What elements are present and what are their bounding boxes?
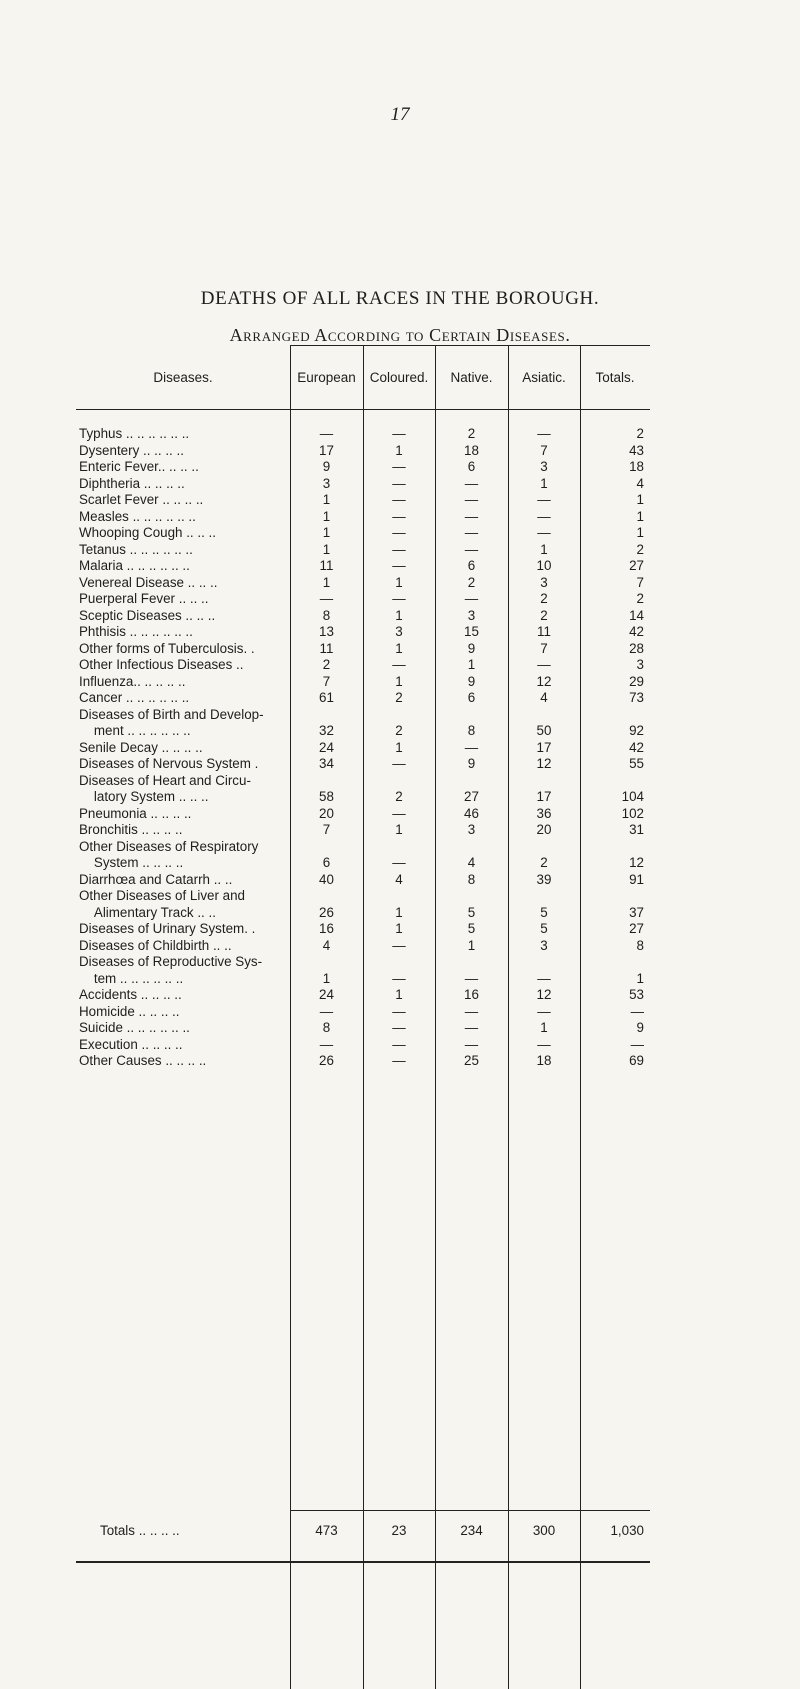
totals-european: 473 — [315, 1523, 338, 1538]
table-row — [76, 509, 650, 526]
cell-native: — — [464, 475, 479, 491]
table-row — [76, 624, 650, 641]
cell-european: 1 — [322, 508, 331, 524]
cell-asiatic: 1 — [540, 541, 548, 557]
page-number: 17 — [390, 104, 410, 125]
header-diseases: Diseases. — [153, 369, 213, 385]
disease-name: Sceptic Diseases .. .. .. — [79, 607, 216, 623]
table-row — [76, 707, 650, 740]
disease-name: Dysentery .. .. .. .. — [79, 442, 184, 458]
disease-name: Tetanus .. .. .. .. .. .. — [79, 541, 193, 557]
cell-european: 8 — [322, 1020, 331, 1035]
disease-name: Other Diseases of Liver and Alimentary Track .. .. — [79, 888, 245, 920]
cell-european: — — [319, 591, 334, 606]
disease-name: Other Infectious Diseases .. — [79, 657, 244, 672]
cell-asiatic: 39 — [536, 871, 552, 887]
cell-native: 3 — [467, 607, 476, 623]
cell-asiatic: 2 — [540, 607, 548, 623]
cell-european: 20 — [319, 805, 334, 821]
cell-total: 3 — [636, 657, 644, 672]
cell-coloured: 1 — [395, 442, 403, 458]
cell-native: 16 — [464, 987, 479, 1002]
table-row — [76, 443, 650, 460]
cell-native: 1 — [467, 657, 476, 672]
cell-total: 27 — [629, 921, 644, 936]
cell-total: 2 — [636, 591, 644, 606]
cell-native: 9 — [467, 756, 476, 771]
cell-coloured: — — [392, 805, 406, 821]
cell-european: 2 — [322, 657, 331, 672]
cell-total: 104 — [621, 789, 644, 804]
cell-total: 2 — [636, 426, 644, 441]
disease-name: Diseases of Heart and Circu- latory System .. .. .. — [79, 772, 251, 804]
cell-asiatic: 20 — [536, 822, 552, 837]
disease-name: Diseases of Nervous System . — [79, 756, 259, 771]
cell-native: 3 — [467, 822, 476, 837]
cell-coloured: — — [392, 558, 406, 573]
cell-coloured: — — [392, 937, 406, 953]
cell-european: — — [319, 426, 334, 441]
cell-total: 73 — [629, 690, 644, 705]
cell-coloured: — — [392, 1003, 406, 1019]
disease-name: Other forms of Tuberculosis. . — [79, 640, 255, 656]
cell-total: 69 — [629, 1053, 644, 1068]
cell-total: 1 — [636, 525, 644, 540]
cell-asiatic: 17 — [536, 739, 552, 755]
cell-european: 7 — [322, 673, 331, 689]
cell-asiatic: 3 — [540, 937, 548, 953]
cell-european: 24 — [319, 739, 334, 755]
header-native: Native. — [450, 369, 493, 385]
cell-european: 26 — [319, 1053, 334, 1068]
cell-total: 55 — [629, 756, 644, 771]
disease-name: Malaria .. .. .. .. .. .. — [79, 558, 190, 573]
cell-total: 12 — [629, 855, 644, 870]
cell-coloured: 1 — [395, 739, 403, 755]
cell-european: 8 — [322, 607, 331, 623]
cell-native: — — [464, 1020, 479, 1035]
table-row — [76, 525, 650, 542]
table-row — [76, 806, 650, 823]
table-row — [76, 674, 650, 691]
cell-european: 13 — [319, 624, 334, 639]
cell-native: 2 — [467, 574, 476, 590]
header-european: European — [297, 369, 356, 385]
table-row — [76, 608, 650, 625]
disease-name: Scarlet Fever .. .. .. .. — [79, 492, 204, 507]
cell-native: 18 — [464, 442, 479, 458]
cell-total: 31 — [629, 822, 644, 837]
disease-name: Cancer .. .. .. .. .. .. — [79, 690, 190, 705]
disease-name: Pneumonia .. .. .. .. — [79, 805, 192, 821]
cell-european: 34 — [319, 756, 334, 771]
cell-coloured: — — [392, 657, 406, 672]
header-totals: Totals. — [595, 369, 635, 385]
cell-coloured: — — [392, 475, 406, 491]
cell-coloured: 2 — [395, 723, 403, 738]
disease-name: Diarrhœa and Catarrh .. .. — [79, 871, 233, 887]
cell-native: 8 — [467, 723, 476, 738]
cell-coloured: — — [392, 459, 406, 474]
table-row — [76, 987, 650, 1004]
table-row — [76, 1037, 650, 1054]
disease-name: Other Causes .. .. .. .. — [79, 1053, 207, 1068]
cell-coloured: — — [392, 1020, 406, 1035]
table-row — [76, 954, 650, 987]
cell-native: 8 — [467, 871, 476, 887]
cell-coloured: 1 — [395, 607, 403, 623]
disease-name: Venereal Disease .. .. .. — [79, 574, 218, 590]
totals-native: 234 — [460, 1523, 483, 1538]
cell-coloured: 1 — [395, 904, 403, 920]
cell-european: 58 — [319, 789, 334, 804]
cell-european: 1 — [322, 541, 331, 557]
cell-european: 17 — [319, 442, 334, 458]
cell-european: 40 — [319, 871, 334, 887]
page-title: DEATHS OF ALL RACES IN THE BOROUGH. — [200, 288, 600, 309]
cell-native: 25 — [464, 1053, 479, 1068]
disease-name: Other Diseases of Respiratory System .. .. .. .. — [79, 838, 259, 870]
table-row — [76, 839, 650, 872]
table-row — [76, 1053, 650, 1070]
cell-native: — — [464, 492, 479, 507]
table-row — [76, 690, 650, 707]
cell-total: 92 — [629, 723, 644, 738]
table-bottom-rule — [76, 1561, 650, 1563]
disease-name: Diseases of Urinary System. . — [79, 921, 256, 936]
table-row — [76, 558, 650, 575]
header-asiatic: Asiatic. — [522, 369, 566, 385]
cell-european: 1 — [322, 492, 331, 507]
cell-total: 43 — [629, 442, 644, 458]
cell-asiatic: — — [537, 1036, 551, 1052]
cell-native: 6 — [467, 558, 476, 573]
cell-native: 27 — [464, 789, 479, 804]
header-coloured: Coloured. — [369, 369, 429, 385]
cell-native: 6 — [467, 459, 476, 474]
table-row — [76, 492, 650, 509]
cell-coloured: — — [392, 1053, 406, 1068]
cell-total: 37 — [629, 904, 644, 920]
cell-asiatic: 5 — [540, 921, 548, 936]
cell-european: 7 — [322, 822, 331, 837]
totals-coloured: 23 — [391, 1523, 407, 1538]
cell-asiatic: — — [537, 525, 551, 540]
cell-coloured: 1 — [395, 921, 403, 936]
cell-asiatic: 3 — [540, 459, 548, 474]
cell-asiatic: — — [537, 970, 551, 986]
cell-total: 14 — [629, 607, 644, 623]
table-row — [76, 476, 650, 493]
table-row — [76, 888, 650, 921]
cell-european: 24 — [319, 987, 334, 1002]
cell-asiatic: 5 — [540, 904, 548, 920]
cell-coloured: — — [392, 970, 406, 986]
cell-native: 2 — [467, 426, 476, 441]
disease-name: Diseases of Birth and Develop- ment .. .. .. .. .. .. — [79, 706, 264, 738]
cell-asiatic: — — [537, 492, 551, 507]
cell-european: 3 — [322, 475, 331, 491]
cell-asiatic: 50 — [536, 723, 552, 738]
cell-total: 1 — [636, 508, 644, 524]
disease-name: Diseases of Childbirth .. .. — [79, 937, 232, 953]
table-row — [76, 1020, 650, 1037]
cell-asiatic: 3 — [540, 574, 548, 590]
cell-total: 7 — [636, 574, 644, 590]
disease-name: Accidents .. .. .. .. — [79, 987, 182, 1002]
cell-european: 16 — [319, 921, 334, 936]
cell-native: — — [464, 1003, 479, 1019]
cell-total: 42 — [629, 624, 644, 639]
cell-native: — — [464, 739, 479, 755]
disease-name: Influenza.. .. .. .. .. — [79, 673, 186, 689]
table-row — [76, 773, 650, 806]
table-row — [76, 872, 650, 889]
cell-european: 11 — [319, 558, 334, 573]
table-header — [76, 345, 650, 409]
totals-label: Totals .. .. .. .. — [100, 1523, 180, 1538]
disease-name: Measles .. .. .. .. .. .. — [79, 508, 196, 524]
table-row — [76, 822, 650, 839]
disease-name: Suicide .. .. .. .. .. .. — [79, 1020, 190, 1035]
cell-native: — — [464, 591, 479, 606]
cell-total: 29 — [629, 673, 644, 689]
cell-coloured: 1 — [395, 822, 403, 837]
disease-name: Bronchitis .. .. .. .. — [79, 822, 183, 837]
cell-asiatic: 12 — [536, 673, 552, 689]
cell-asiatic: 12 — [536, 987, 552, 1002]
table-row — [76, 426, 650, 443]
cell-native: 5 — [467, 921, 476, 936]
cell-asiatic: 11 — [537, 624, 551, 639]
page-subtitle: Arranged According to Certain Diseases. — [229, 325, 571, 345]
disease-name: Execution .. .. .. .. — [79, 1036, 183, 1052]
cell-coloured: 2 — [395, 789, 403, 804]
cell-asiatic: 10 — [536, 558, 552, 573]
cell-european: 1 — [322, 574, 331, 590]
cell-european: 6 — [322, 855, 331, 870]
table-row — [76, 1004, 650, 1021]
cell-asiatic: 1 — [540, 475, 548, 491]
cell-european: 32 — [319, 723, 334, 738]
cell-asiatic: — — [537, 426, 551, 441]
cell-coloured: 3 — [395, 624, 403, 639]
table-row — [76, 591, 650, 608]
cell-asiatic: 2 — [540, 591, 548, 606]
cell-coloured: — — [392, 591, 406, 606]
cell-total: — — [630, 1036, 644, 1052]
cell-european: 26 — [319, 904, 334, 920]
table-row — [76, 657, 650, 674]
cell-asiatic: 17 — [536, 789, 552, 804]
disease-name: Whooping Cough .. .. .. — [79, 525, 216, 540]
cell-asiatic: 2 — [540, 855, 548, 870]
cell-native: 15 — [464, 624, 479, 639]
cell-native: 9 — [467, 640, 476, 656]
cell-total: 27 — [629, 558, 644, 573]
cell-native: 9 — [467, 673, 476, 689]
cell-native: 5 — [467, 904, 476, 920]
table-row — [76, 459, 650, 476]
cell-european: — — [319, 1036, 334, 1052]
cell-asiatic: 4 — [540, 690, 548, 705]
cell-total: 4 — [636, 475, 644, 491]
disease-name: Typhus .. .. .. .. .. .. — [79, 426, 190, 441]
cell-european: 1 — [322, 525, 331, 540]
cell-european: 1 — [322, 970, 331, 986]
disease-name: Puerperal Fever .. .. .. — [79, 591, 209, 606]
cell-coloured: — — [392, 756, 406, 771]
cell-native: — — [464, 525, 479, 540]
cell-asiatic: 1 — [540, 1020, 548, 1035]
cell-asiatic: 7 — [540, 640, 548, 656]
totals-total: 1,030 — [610, 1523, 644, 1538]
cell-native: — — [464, 508, 479, 524]
cell-coloured: 4 — [395, 871, 403, 887]
totals-top-rule — [290, 1510, 650, 1511]
table-row — [76, 641, 650, 658]
cell-native: 1 — [467, 937, 476, 953]
table-row — [76, 938, 650, 955]
cell-european: 61 — [319, 690, 334, 705]
cell-coloured: — — [392, 541, 406, 557]
cell-total: 8 — [636, 937, 644, 953]
cell-coloured: — — [392, 1036, 406, 1052]
deaths-table — [76, 345, 650, 1591]
cell-coloured: 1 — [395, 574, 403, 590]
cell-asiatic: 18 — [536, 1053, 552, 1068]
cell-native: 4 — [467, 855, 476, 870]
table-row — [76, 921, 650, 938]
cell-coloured: — — [392, 426, 406, 441]
cell-european: 11 — [319, 640, 334, 656]
cell-total: 42 — [629, 739, 644, 755]
disease-name: Homicide .. .. .. .. — [79, 1003, 180, 1019]
cell-european: 9 — [322, 459, 331, 474]
cell-coloured: 1 — [395, 673, 403, 689]
disease-name: Phthisis .. .. .. .. .. .. — [79, 624, 193, 639]
disease-name: Diphtheria .. .. .. .. — [79, 475, 185, 491]
cell-coloured: — — [392, 508, 406, 524]
cell-european: — — [319, 1003, 334, 1019]
cell-native: — — [464, 970, 479, 986]
cell-total: 18 — [629, 459, 644, 474]
cell-total: 2 — [636, 541, 644, 557]
cell-total: 1 — [636, 492, 644, 507]
cell-coloured: — — [392, 855, 406, 870]
cell-coloured: 2 — [395, 690, 403, 705]
cell-asiatic: — — [537, 657, 551, 672]
table-row — [76, 542, 650, 559]
cell-total: 91 — [629, 871, 644, 887]
cell-total: 9 — [636, 1020, 644, 1035]
cell-native: 46 — [464, 805, 479, 821]
cell-native: 6 — [467, 690, 476, 705]
cell-total: 28 — [629, 640, 644, 656]
totals-asiatic: 300 — [532, 1523, 556, 1538]
cell-coloured: — — [392, 492, 406, 507]
cell-native: — — [464, 1036, 479, 1052]
cell-european: 4 — [322, 937, 331, 953]
cell-asiatic: — — [537, 1003, 551, 1019]
disease-name: Senile Decay .. .. .. .. — [79, 739, 203, 755]
cell-total: 1 — [636, 970, 644, 986]
cell-total: — — [630, 1003, 644, 1019]
cell-asiatic: 7 — [540, 442, 548, 458]
cell-native: — — [464, 541, 479, 557]
cell-coloured: 1 — [395, 987, 403, 1002]
cell-asiatic: 36 — [536, 805, 552, 821]
disease-name: Enteric Fever.. .. .. .. — [79, 459, 199, 474]
cell-total: 53 — [629, 987, 644, 1002]
header-bottom-rule — [76, 409, 650, 410]
cell-asiatic: — — [537, 508, 551, 524]
disease-name: Diseases of Reproductive Sys- tem .. .. .. .. .. .. — [79, 954, 263, 986]
cell-asiatic: 12 — [536, 756, 552, 771]
table-row — [76, 756, 650, 773]
totals-row — [76, 1523, 650, 1538]
cell-coloured: 1 — [395, 640, 403, 656]
cell-coloured: — — [392, 525, 406, 540]
cell-total: 102 — [621, 805, 644, 821]
table-body — [76, 426, 650, 1070]
table-row — [76, 575, 650, 592]
table-row — [76, 740, 650, 757]
